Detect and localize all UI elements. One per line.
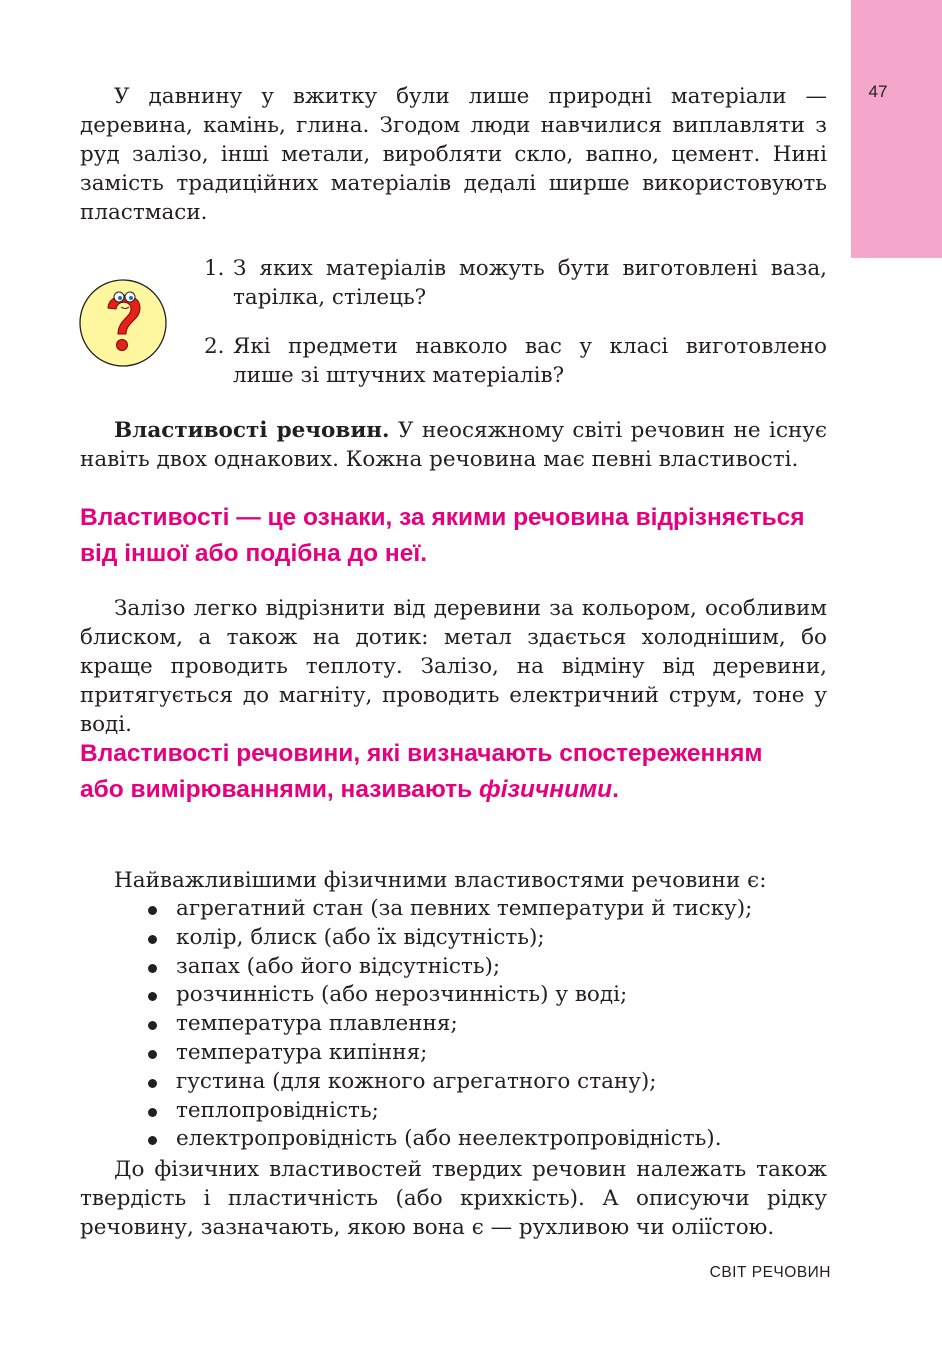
definition-physical-term: фізичними [479, 776, 613, 803]
bullet-icon [148, 1021, 157, 1030]
list-item-text: колір, блиск (або їх відсутність); [176, 924, 545, 950]
list-item-text: агрегатний стан (за певних температури й тиску); [176, 896, 753, 921]
page-number: 47 [868, 82, 888, 101]
bullet-icon [148, 1050, 157, 1059]
definition-properties: Властивості — це ознаки, за якими речовина відрізняється від іншої або подібна до неї. [80, 504, 805, 567]
physical-intro: Найважливішими фізичними властивостями речовини є: [114, 868, 767, 893]
list-item [146, 1010, 752, 1039]
list-item [146, 981, 752, 1010]
bullet-icon [148, 1079, 157, 1088]
footer-section-title: СВІТ РЕЧОВИН [709, 1264, 831, 1281]
bullet-icon [148, 1136, 157, 1145]
list-item-text: температура кипіння; [176, 1039, 428, 1065]
question-mark-character-icon [78, 278, 168, 368]
bullet-icon [148, 906, 157, 915]
bullet-icon [148, 935, 157, 944]
list-item [146, 924, 752, 953]
list-item-text: розчинність (або нерозчинність) у воді; [176, 982, 628, 1008]
properties-text: У неосяжному світі речовин не існує навіть двох однакових. Кожна речовина має певні властивості. [80, 418, 828, 472]
closing-paragraph: До фізичних властивостей твердих речовин належать також твердість і пластичність (або крихкість). А описуючи рідку речовину, зазначають, якою вона є — рухливою чи оліїстою. [80, 1157, 827, 1240]
list-item-text: теплопровідність; [176, 1097, 379, 1123]
list-item-text: запах (або його відсутність); [176, 953, 501, 979]
definition-physical-text: Властивості речовини, які визначають спостереженням або вимірюваннями, називають [80, 740, 763, 803]
properties-heading: Властивості речовин. [114, 418, 390, 443]
list-item [146, 895, 752, 924]
intro-paragraph: У давнину у вжитку були лише природні матеріали — деревина, камінь, глина. Згодом люди навчилися виплавляти з руд залізо, інші метали, виробляти скло, вапно, цемент. Нині замість традиційних матеріалів дедалі ширше використовують пластмаси. [80, 84, 827, 225]
question-text: Які предмети навколо вас у класі виготовлено лише зі штучних матеріалів? [233, 334, 827, 388]
question-number: 1. [204, 256, 225, 281]
definition-physical-end: . [612, 776, 619, 803]
question-item [200, 254, 827, 312]
page-tab [851, 0, 942, 258]
list-item [146, 1039, 752, 1068]
definition-physical [80, 736, 800, 808]
properties-paragraph [80, 416, 827, 474]
list-item-text: густина (для кожного агрегатного стану); [176, 1068, 657, 1094]
list-item-text: температура плавлення; [176, 1011, 458, 1037]
list-item [146, 1097, 752, 1126]
bullet-icon [148, 1108, 157, 1117]
questions-list [200, 254, 827, 410]
question-number: 2. [204, 334, 225, 359]
question-text: З яких матеріалів можуть бути виготовлені ваза, тарілка, стілець? [233, 256, 827, 310]
list-item [146, 1068, 752, 1097]
question-item [200, 332, 827, 390]
iron-paragraph: Залізо легко відрізнити від деревини за кольором, особливим блиском, а також на дотик: метал здається холоднішим, бо краще проводить теплоту. Залізо, на відміну від деревини, притягується до магніту, проводить електричний струм, тоне у воді. [80, 596, 827, 737]
bullet-icon [148, 964, 157, 973]
physical-properties-list [146, 895, 752, 1154]
list-item [146, 953, 752, 982]
list-item-text: електропровідність (або неелектропровідність). [176, 1126, 722, 1152]
bullet-icon [148, 992, 157, 1001]
list-item [146, 1125, 752, 1154]
